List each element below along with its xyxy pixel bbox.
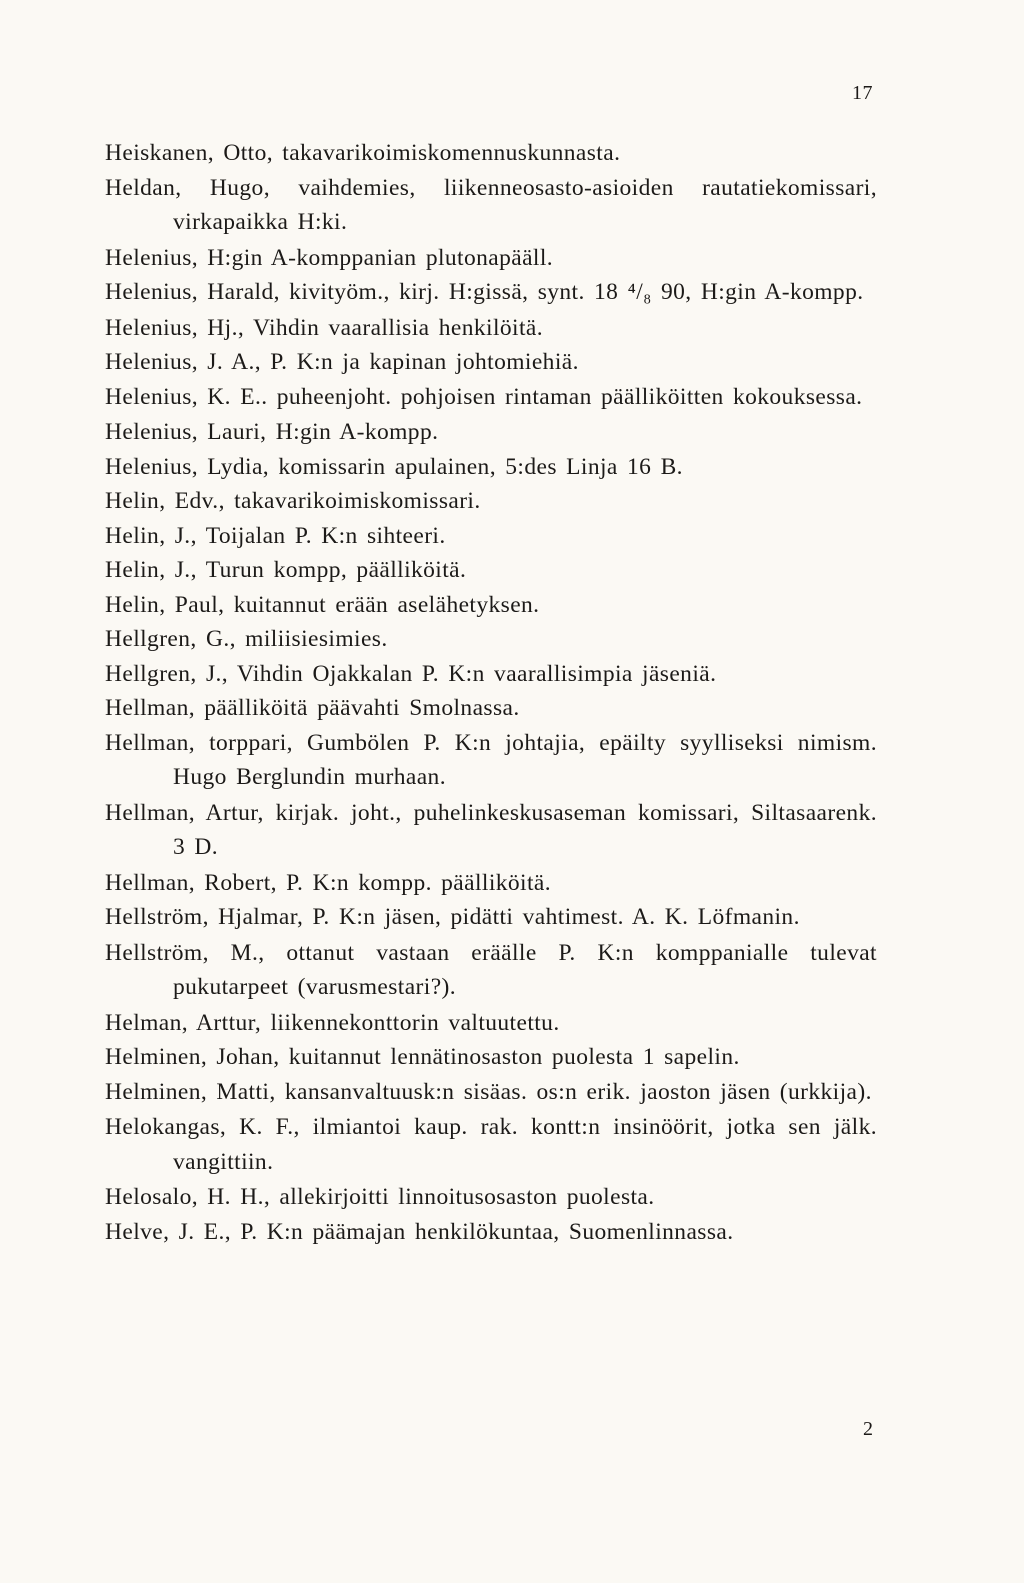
list-item: Helenius, Lydia, komissarin apulainen, 5:des Linja 16 B. [105,453,683,480]
list-item: Helenius, J. A., P. K:n ja kapinan johtomiehiä. [105,349,579,375]
entry-list [105,136,877,1249]
list-item: Helve, J. E., P. K:n päämajan henkilökuntaa, Suomenlinnassa. [105,1218,734,1245]
list-item: Hellström, M., ottanut vastaan eräälle P. K:n komppanialle tulevat pukutarpeet (varusmestari?). [105,939,877,1000]
list-item: Helminen, Johan, kuitannut lennätinosaston puolesta 1 sapelin. [105,1044,740,1070]
list-item: Hellman, päälliköitä päävahti Smolnassa. [105,695,520,721]
list-item: Helman, Arttur, liikennekonttorin valtuutettu. [105,1009,560,1036]
list-item: Hellman, Artur, kirjak. joht., puhelinkeskusaseman komissari, Siltasaarenk. 3 D. [105,799,877,860]
list-item: Heldan, Hugo, vaihdemies, liikenneosasto-asioiden rautatiekomissari, virkapaikka H:ki. [105,174,877,235]
list-item: Helenius, H:gin A-komppanian plutonapääll. [105,244,554,271]
list-item: Helokangas, K. F., ilmiantoi kaup. rak. kontt:n insinöörit, jotka sen jälk. vangittiin. [105,1114,877,1175]
list-item: Helenius, Hj., Vihdin vaarallisia henkilöitä. [105,314,544,341]
list-item: Helin, J., Turun kompp, päälliköitä. [105,557,467,583]
page-number: 17 [852,82,873,104]
list-item: Helin, Edv., takavarikoimiskomissari. [105,488,481,514]
list-item: Helenius, K. E.. puheenjoht. pohjoisen rintaman päälliköitten kokouksessa. [105,383,863,410]
list-item: Hellström, Hjalmar, P. K:n jäsen, pidätti vahtimest. A. K. Löfmanin. [105,904,800,930]
list-item: Helin, J., Toijalan P. K:n sihteeri. [105,522,446,549]
signature-mark: 2 [863,1418,873,1440]
list-item: Helosalo, H. H., allekirjoitti linnoitusosaston puolesta. [105,1184,655,1210]
list-item: Hellgren, G., miliisiesimies. [105,626,388,652]
list-item: Helminen, Matti, kansanvaltuusk:n sisäas. os:n erik. jaoston jäsen (urkkija). [105,1078,872,1105]
list-item: Helenius, Harald, kivityöm., kirj. H:gissä, synt. 18 ⁴/₈ 90, H:gin A-kompp. [105,279,864,305]
list-item: Hellman, Robert, P. K:n kompp. päälliköitä. [105,869,552,896]
list-item: Helin, Paul, kuitannut erään aselähetyksen. [105,591,540,618]
list-item: Hellgren, J., Vihdin Ojakkalan P. K:n vaarallisimpia jäseniä. [105,660,717,687]
list-item: Heiskanen, Otto, takavarikoimiskomennuskunnasta. [105,140,621,166]
list-item: Helenius, Lauri, H:gin A-kompp. [105,419,439,445]
list-item: Hellman, torppari, Gumbölen P. K:n johtajia, epäilty syylliseksi nimism. Hugo Berglundin murhaan. [105,729,877,790]
